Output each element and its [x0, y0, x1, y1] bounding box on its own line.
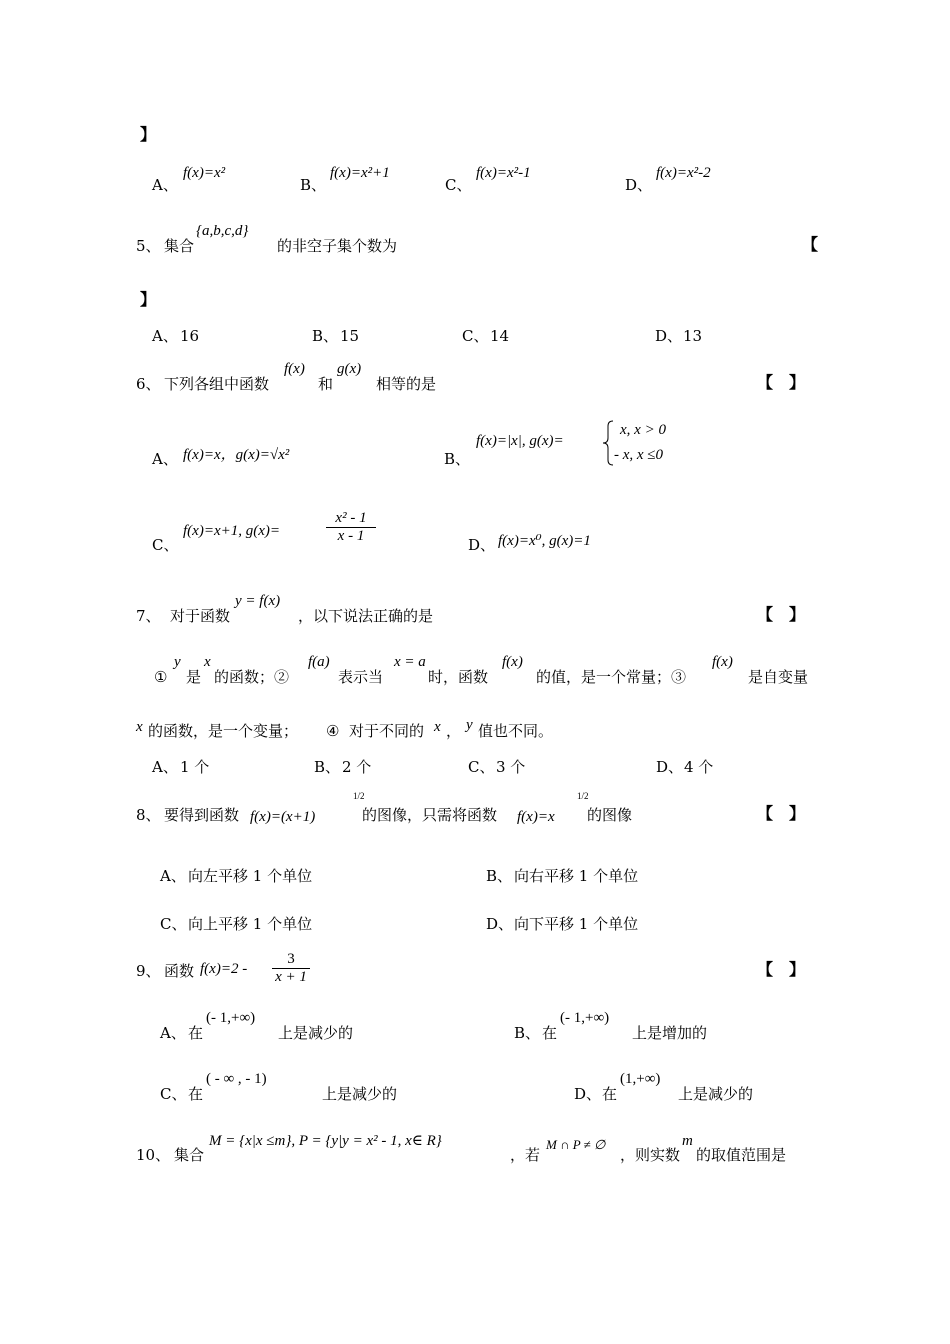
q7-option-b-label: B、	[314, 758, 341, 776]
q10-text1: 集合	[174, 1146, 205, 1164]
q5-option-b-label: B、	[312, 327, 339, 345]
q7-circle-1: ①	[154, 668, 168, 686]
q9-fraction	[272, 951, 310, 986]
q6-option-b-case2: - x, x ≤0	[614, 447, 664, 463]
q7-option-d-label: D、	[656, 758, 684, 776]
q9-option-d-post: 上是减少的	[678, 1085, 754, 1103]
q7-l1-fx2: f(x)	[712, 654, 733, 670]
q6-option-b-brace	[602, 420, 614, 466]
q8-exponent-1: 1/2	[353, 791, 365, 801]
q5-option-b-value: 15	[340, 327, 360, 345]
q4-option-a-label: A、	[152, 176, 178, 194]
q8-text2: 的图像，只需将函数	[362, 806, 498, 824]
q6-bracket: 【 】	[757, 373, 806, 392]
q9-option-c-pre: 在	[188, 1085, 204, 1103]
q6-text1: 下列各组中函数	[164, 375, 270, 393]
q7-l2-x2: x	[434, 719, 441, 735]
q9-option-d-interval: (1,+∞)	[620, 1071, 661, 1087]
q5-open-bracket: 【	[802, 235, 819, 254]
q9-number: 9、	[136, 962, 161, 980]
q10-expr: M = {x|x ≤m}, P = {y|y = x² - 1, x∈ R}	[209, 1133, 442, 1149]
q8-text1: 要得到函数	[164, 806, 240, 824]
q4-option-d-expr: f(x)=x²-2	[656, 165, 711, 181]
q9-option-b-interval: (- 1,+∞)	[560, 1010, 610, 1026]
q7-l1-t4: 时，函数	[428, 668, 489, 686]
q7-l2-t3: ，	[446, 722, 462, 740]
q9-bracket: 【 】	[757, 960, 806, 979]
q6-option-d-label: D、	[468, 536, 496, 554]
q7-option-a-label: A、	[152, 758, 178, 776]
q7-option-c-value: 3 个	[496, 758, 526, 776]
q4-close-bracket: 】	[140, 125, 157, 144]
q8-option-c-label: C、	[160, 915, 187, 933]
q6-option-a-expr: f(x)=x，g(x)=√x²	[183, 447, 290, 463]
q8-text3: 的图像	[587, 806, 633, 824]
q9-option-d-label: D、	[574, 1085, 602, 1103]
q8-number: 8、	[136, 806, 161, 824]
q7-l2-t4: 值也不同。	[478, 722, 554, 740]
q7-l1-x: x	[204, 654, 211, 670]
q8-option-b-label: B、	[486, 867, 513, 885]
q5-text-before: 集合	[164, 237, 195, 255]
q8-bracket: 【 】	[757, 804, 806, 823]
q9-option-a-post: 上是减少的	[278, 1024, 354, 1042]
q6-option-b-expr: f(x)=|x|, g(x)=	[476, 433, 564, 449]
q6-option-c-numerator: x² - 1	[335, 510, 367, 526]
q9-option-b-pre: 在	[542, 1024, 558, 1042]
q9-denominator: x + 1	[272, 968, 310, 986]
q7-l2-t2: 对于不同的	[349, 722, 425, 740]
q7-l2-t1: 的函数，是一个变量；	[148, 722, 299, 740]
q4-option-d-label: D、	[625, 176, 653, 194]
q10-text2: ，若	[510, 1146, 541, 1164]
q6-option-c-fraction	[326, 510, 376, 545]
q7-option-a-value: 1 个	[180, 758, 210, 776]
q5-option-c-label: C、	[462, 327, 489, 345]
q7-l1-t1: 是	[186, 668, 202, 686]
q4-option-c-label: C、	[445, 176, 472, 194]
q9-option-b-post: 上是增加的	[632, 1024, 708, 1042]
q7-func: y = f(x)	[235, 593, 281, 609]
q7-l1-fa: f(a)	[308, 654, 330, 670]
q7-l1-y: y	[174, 654, 181, 670]
q7-l1-t2: 的函数；②	[214, 668, 290, 686]
q9-option-c-post: 上是减少的	[322, 1085, 398, 1103]
q6-f: f(x)	[284, 361, 305, 377]
q6-option-b-label: B、	[444, 450, 471, 468]
q10-m: m	[682, 1133, 693, 1149]
q7-circle-4: ④	[326, 722, 340, 740]
q9-option-c-interval: ( - ∞ , - 1)	[206, 1071, 267, 1087]
q9-option-c-label: C、	[160, 1085, 187, 1103]
q8-expr1: f(x)=(x+1)	[250, 809, 316, 825]
q5-option-c-value: 14	[490, 327, 510, 345]
q5-set-expr: {a,b,c,d}	[196, 223, 249, 239]
q7-option-d-value: 4 个	[684, 758, 714, 776]
q7-number: 7、	[136, 607, 161, 625]
q9-option-a-pre: 在	[188, 1024, 204, 1042]
q9-option-a-interval: (- 1,+∞)	[206, 1010, 256, 1026]
q5-option-d-label: D、	[655, 327, 683, 345]
q7-l1-t6: 是自变量	[748, 668, 809, 686]
q7-option-c-label: C、	[468, 758, 495, 776]
q8-option-b-value: 向右平移 1 个单位	[514, 867, 639, 885]
q9-option-a-label: A、	[160, 1024, 186, 1042]
q5-option-a-label: A、	[152, 327, 178, 345]
q5-text-after: 的非空子集个数为	[277, 237, 398, 255]
q6-text2: 和	[318, 375, 334, 393]
q6-g: g(x)	[337, 361, 362, 377]
q9-option-b-label: B、	[514, 1024, 541, 1042]
q4-option-b-label: B、	[300, 176, 327, 194]
q4-option-b-expr: f(x)=x²+1	[330, 165, 390, 181]
q8-option-c-value: 向上平移 1 个单位	[188, 915, 313, 933]
q10-text3: ，则实数	[620, 1146, 681, 1164]
q6-option-d-expr: f(x)=x⁰, g(x)=1	[498, 533, 591, 549]
q9-numerator: 3	[287, 951, 295, 967]
q10-cond: M ∩ P ≠ ∅	[546, 1137, 606, 1152]
q7-text1: 对于函数	[170, 607, 231, 625]
q6-number: 6、	[136, 375, 161, 393]
q9-text1: 函数	[164, 962, 195, 980]
q4-option-a-expr: f(x)=x²	[183, 165, 226, 181]
q7-l1-fx: f(x)	[502, 654, 523, 670]
q7-l1-t3: 表示当	[338, 668, 384, 686]
q6-option-c-denominator: x - 1	[326, 527, 376, 545]
q8-exponent-2: 1/2	[577, 791, 589, 801]
q7-l2-y: y	[466, 717, 473, 733]
q6-option-b-case1: x, x > 0	[620, 422, 666, 438]
q10-text4: 的取值范围是	[696, 1146, 787, 1164]
q5-option-d-value: 13	[683, 327, 703, 345]
q7-option-b-value: 2 个	[342, 758, 372, 776]
q8-option-d-label: D、	[486, 915, 514, 933]
q5-close-bracket: 】	[140, 290, 157, 309]
q6-text3: 相等的是	[376, 375, 437, 393]
q7-l1-xa: x = a	[394, 654, 426, 670]
q6-option-a-label: A、	[152, 450, 178, 468]
q6-option-c-label: C、	[152, 536, 179, 554]
q8-option-a-value: 向左平移 1 个单位	[188, 867, 313, 885]
q5-option-a-value: 16	[180, 327, 200, 345]
q4-option-c-expr: f(x)=x²-1	[476, 165, 531, 181]
q8-expr2: f(x)=x	[517, 809, 555, 825]
q8-option-d-value: 向下平移 1 个单位	[514, 915, 639, 933]
q5-number: 5、	[136, 237, 161, 255]
q7-l1-t5: 的值，是一个常量；③	[536, 668, 687, 686]
q7-bracket: 【 】	[757, 605, 806, 624]
q10-number: 10、	[136, 1146, 171, 1164]
q8-option-a-label: A、	[160, 867, 186, 885]
q9-option-d-pre: 在	[602, 1085, 618, 1103]
q7-l2-x: x	[136, 719, 143, 735]
q7-text2: ，以下说法正确的是	[298, 607, 434, 625]
q6-option-c-expr: f(x)=x+1, g(x)=	[183, 523, 280, 539]
q9-expr: f(x)=2 -	[200, 961, 248, 977]
